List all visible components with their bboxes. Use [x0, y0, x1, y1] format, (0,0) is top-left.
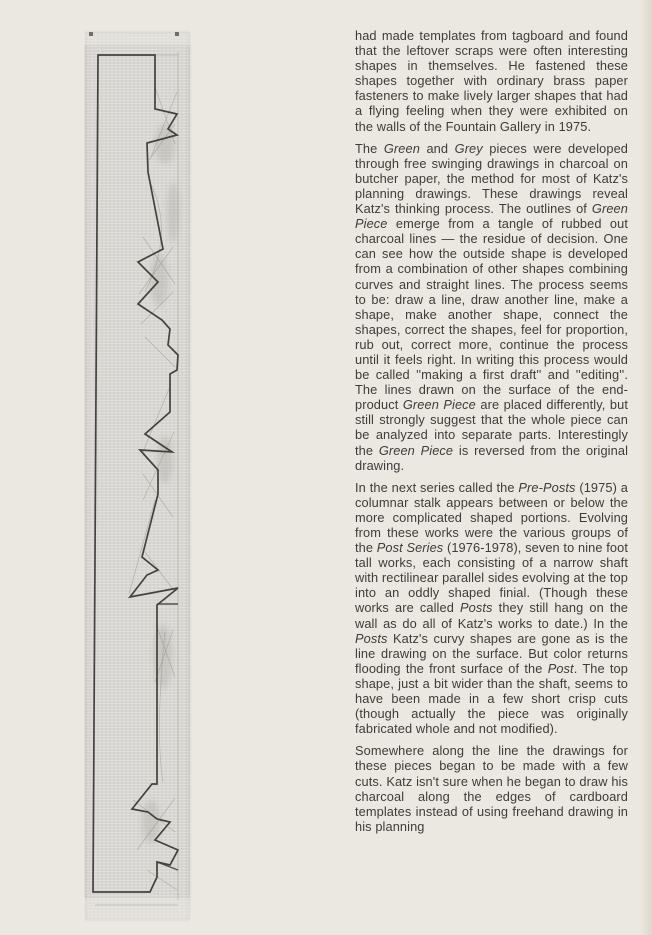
- charcoal-drawing: [85, 32, 190, 920]
- paragraph-drawings-few-cuts: Somewhere along the line the drawings for these pieces began to be made with a few cuts. Katz isn't sure when he began to draw his charcoal along the edges of cardboard templates instead of using freehand drawing in his planning: [355, 743, 628, 834]
- body-text-column: [355, 28, 628, 841]
- page-edge-crease: [640, 0, 652, 935]
- paragraph-pre-posts-series: In the next series called the Pre-Posts (1975) a columnar stalk appears between or below the more complicated shaped portions. Evolving from these works were the various groups of the Post Series (1976-1978), seven to nine foot tall works, each consisting of a narrow shaft with rectilinear parallel sides evolving at the top into an oddly shaped finial. (Though these works are called Posts they still hang on the wall as do all of Katz's works to date.) In the Posts Katz's curvy shapes are gone as is the line drawing on the surface. But color returns flooding the front surface of the Post. The top shape, just a bit wider than the shaft, seems to have been made in a few short crisp cuts (though actually the piece was originally fabricated whole and not modified).: [355, 479, 628, 737]
- paragraph-templates-scraps: had made templates from tagboard and found that the leftover scraps were often interesting shapes in themselves. He fastened these shapes together with ordinary brass paper fasteners to make lively larger shapes that had a flying feeling when they were exhibited on the walls of the Fountain Gallery in 1975.: [355, 28, 628, 134]
- paragraph-green-grey-process: The Green and Grey pieces were developed through free swinging drawings in charcoal on butcher paper, the method for most of Katz's planning drawings. These drawings reveal Katz's thinking process. The outlines of Green Piece emerge from a tangle of rubbed out charcoal lines — the residue of decision. One can see how the outside shape is developed from a combination of other shapes combining curves and straight lines. The process seems to be: draw a line, draw another line, make a shape, make another shape, connect the shapes, correct the shapes, feel for proportion, rub out, correct more, continue the process until it feels right. In writing this process would be called ''making a first draft'' and ''editing''. The lines drawn on the surface of the end-product Green Piece are placed differently, but still strongly suggest that the whole piece can be analyzed into separate parts. Interestingly the Green Piece is reversed from the original drawing.: [355, 140, 629, 473]
- charcoal-drawing-figure: [85, 32, 190, 920]
